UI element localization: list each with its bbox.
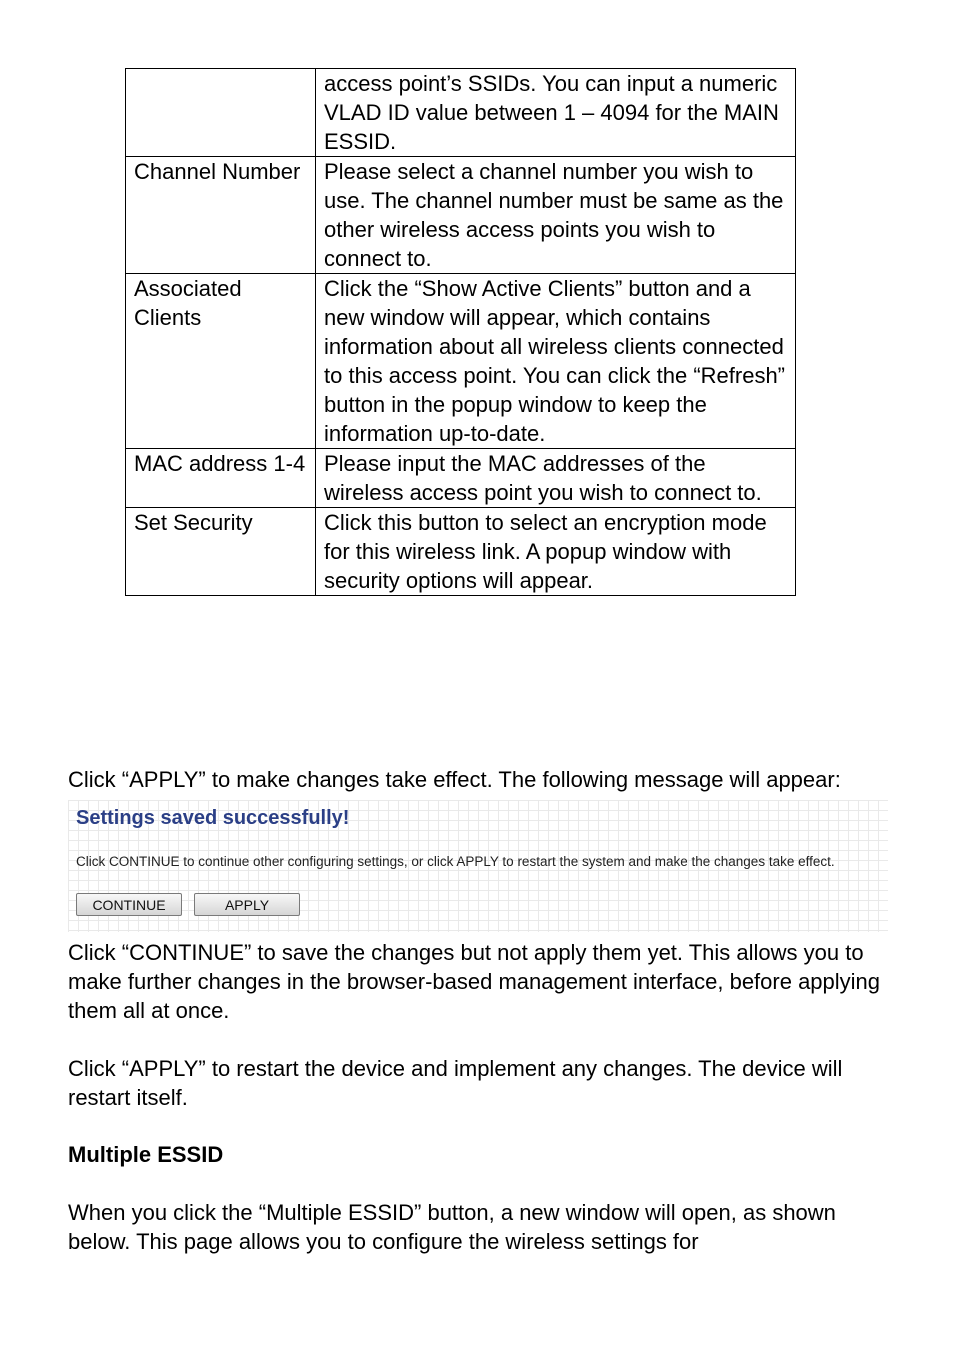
apply-paragraph: Click “APPLY” to restart the device and implement any changes. The device will restart itself. (68, 1056, 843, 1110)
table-row (126, 449, 796, 508)
table-row (126, 69, 796, 157)
settings-saved-title: Settings saved successfully! (76, 807, 350, 829)
settings-saved-screenshot (68, 800, 888, 932)
term-cell: Set Security (126, 508, 316, 596)
description-cell: Please input the MAC addresses of the wireless access point you wish to connect to. (316, 449, 796, 508)
continue-button[interactable]: CONTINUE (76, 893, 182, 916)
table-row (126, 274, 796, 449)
description-cell: Click this button to select an encryption mode for this wireless link. A popup window with security options will appear. (316, 508, 796, 596)
settings-saved-message: Click CONTINUE to continue other configuring settings, or click APPLY to restart the system and make the changes take effect. (76, 854, 835, 869)
apply-button[interactable]: APPLY (194, 893, 300, 916)
description-cell: Please select a channel number you wish to use. The channel number must be same as the other wireless access points you wish to connect to. (316, 157, 796, 274)
continue-paragraph: Click “CONTINUE” to save the changes but not apply them yet. This allows you to make further changes in the browser-based management interface, before applying them all at once. (68, 940, 881, 1023)
settings-definition-table (125, 68, 796, 596)
section-paragraph: When you click the “Multiple ESSID” button, a new window will open, as shown below. This page allows you to configure the wireless settings for (68, 1200, 836, 1254)
table-row (126, 508, 796, 596)
term-cell (126, 69, 316, 157)
term-cell: Channel Number (126, 157, 316, 274)
description-cell: Click the “Show Active Clients” button and a new window will appear, which contains information about all wireless clients connected to this access point. You can click the “Refresh” button in the popup window to keep the information up-to-date. (316, 274, 796, 449)
description-cell: access point’s SSIDs. You can input a numeric VLAD ID value between 1 – 4094 for the MAIN ESSID. (316, 69, 796, 157)
apply-intro-paragraph: Click “APPLY” to make changes take effect. The following message will appear: (68, 767, 841, 792)
term-cell: MAC address 1-4 (126, 449, 316, 508)
section-heading: Multiple ESSID (68, 1142, 224, 1167)
term-cell: Associated Clients (126, 274, 316, 449)
table-row (126, 157, 796, 274)
